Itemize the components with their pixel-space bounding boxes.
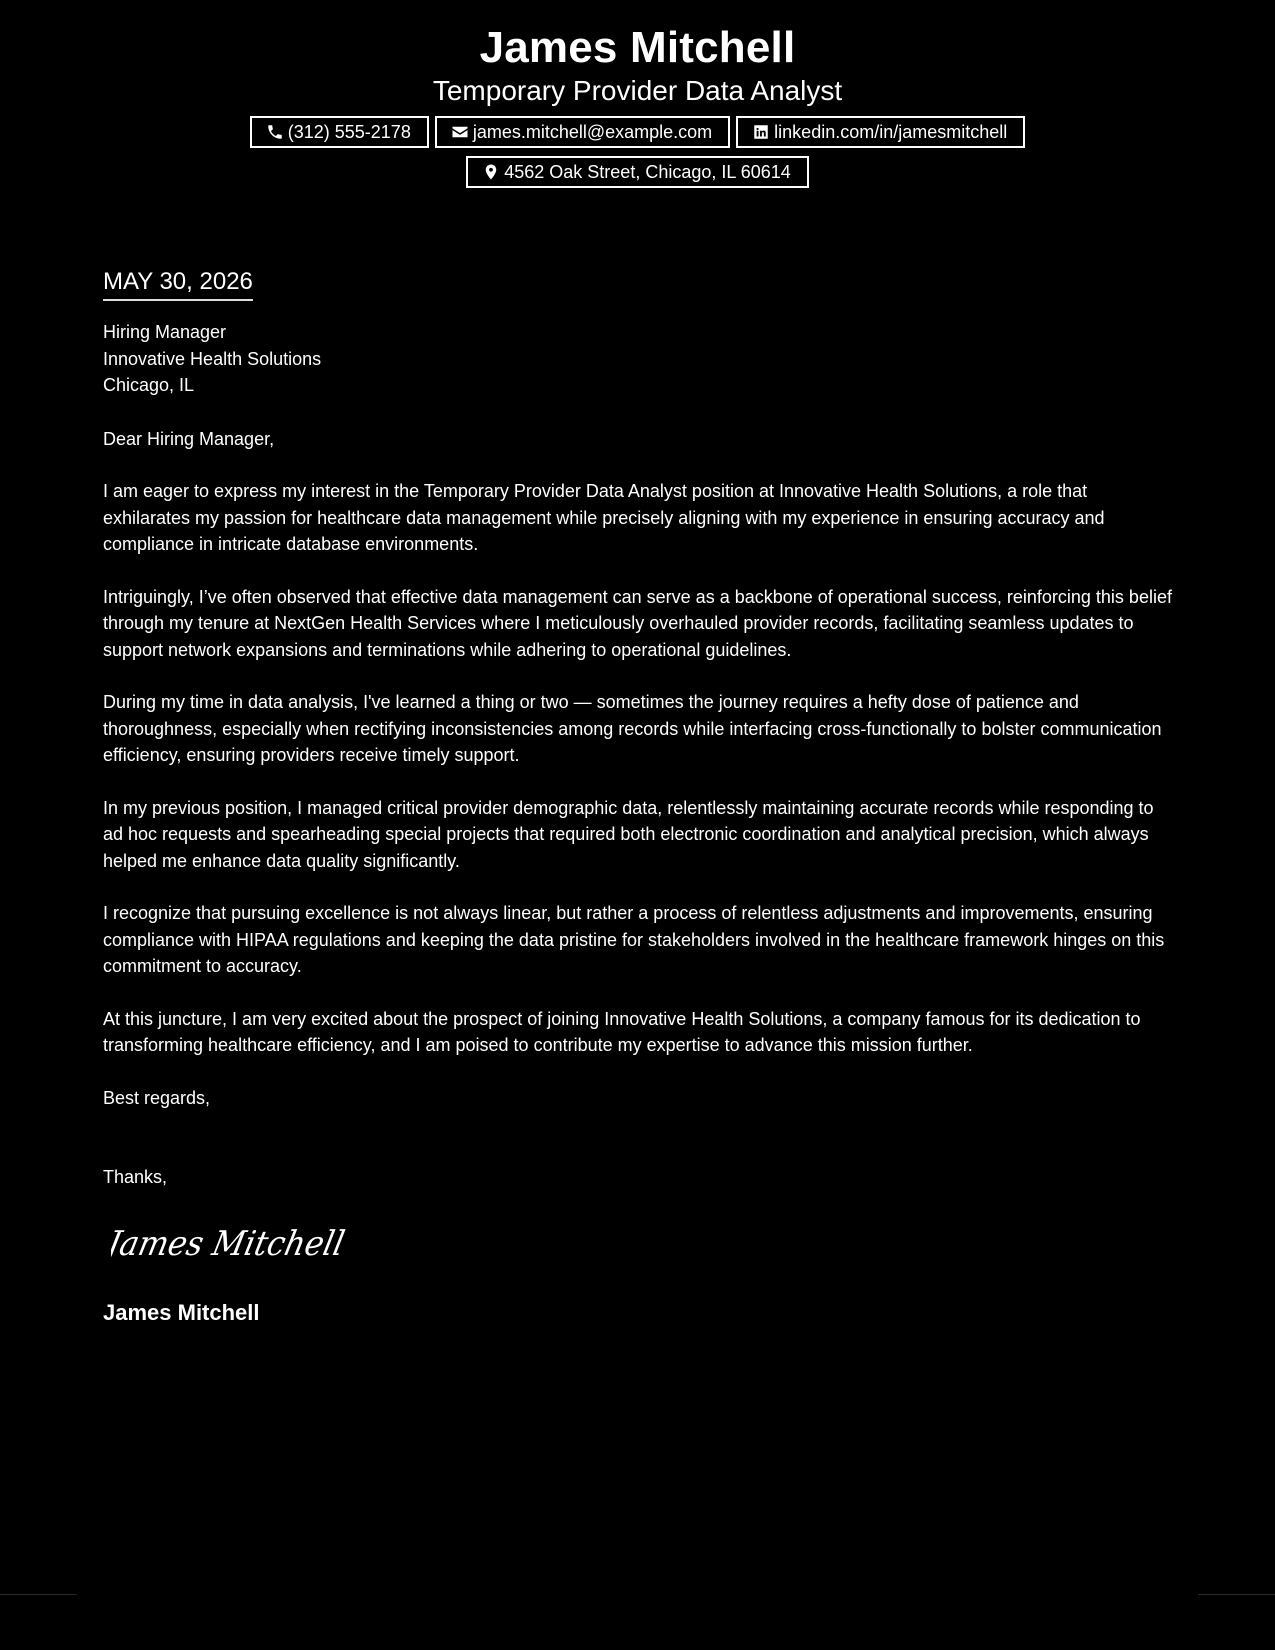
phone-icon — [266, 123, 284, 141]
contact-address[interactable] — [466, 156, 809, 188]
signature-graphic — [111, 1219, 361, 1269]
contact-email[interactable] — [435, 116, 730, 148]
letter-date: MAY 30, 2026 — [103, 265, 253, 301]
signer-name: James Mitchell — [103, 1300, 260, 1325]
address-text: 4562 Oak Street, Chicago, IL 60614 — [504, 162, 791, 182]
paragraph: During my time in data analysis, I've learned a thing or two — sometimes the journey requires a hefty dose of patience and thoroughness, especially when rectifying inconsistencies among records while interfacing cross-functionally to bolster communication efficiency, ensuring providers receive timely support. — [103, 692, 1162, 765]
phone-text: (312) 555-2178 — [287, 122, 411, 142]
letter-body — [103, 265, 1178, 1328]
applicant-title: Temporary Provider Data Analyst — [432, 75, 843, 106]
applicant-name: James Mitchell — [479, 23, 796, 72]
recipient-block — [103, 319, 1178, 399]
linkedin-text: linkedin.com/in/jamesmitchell — [774, 122, 1008, 142]
paragraph: I am eager to express my interest in the Temporary Provider Data Analyst position at Innovative Health Solutions, a role that exhilarates my passion for healthcare data management while precisely aligning with my experience in ensuring accuracy and compliance in intricate database environments. — [103, 481, 1105, 554]
footer-divider-right — [1198, 1594, 1275, 1595]
recipient-line: Hiring Manager — [103, 322, 227, 342]
contact-list — [208, 116, 1068, 188]
paragraph: In my previous position, I managed critical provider demographic data, relentlessly maintaining accurate records while responding to ad hoc requests and spearheading special projects that required both electronic coordination and analytical precision, which always helped me enhance data quality significantly. — [103, 797, 1154, 871]
letter-header — [0, 0, 1275, 188]
contact-phone[interactable] — [250, 116, 429, 148]
svg-text:James Mitchell: James Mitchell — [111, 1223, 361, 1264]
contact-linkedin[interactable] — [736, 116, 1025, 148]
handwritten-signature — [111, 1219, 1178, 1277]
envelope-icon — [451, 123, 469, 141]
footer-divider-left — [0, 1594, 77, 1595]
salutation: Dear Hiring Manager, — [103, 428, 275, 449]
recipient-line: Chicago, IL — [103, 375, 195, 395]
email-text: james.mitchell@example.com — [472, 122, 713, 142]
recipient-line: Innovative Health Solutions — [103, 348, 322, 369]
paragraph: At this juncture, I am very excited about the prospect of joining Innovative Health Solutions, a company famous for its dedication to transforming healthcare efficiency, and I am poised to contribute my expertise to advance this mission further. — [103, 1008, 1141, 1055]
paragraph: Intriguingly, I’ve often observed that effective data management can serve as a backbone of operational success, reinforcing this belief through my tenure at NextGen Health Services where I meticulously overhauled provider records, facilitating seamless updates to support network expansions and terminations while adhering to operational guidelines. — [103, 586, 1172, 660]
linkedin-icon — [752, 123, 770, 141]
thanks-line: Thanks, — [103, 1167, 168, 1187]
closing: Best regards, — [103, 1087, 211, 1108]
map-marker-icon — [482, 163, 500, 181]
paragraph: I recognize that pursuing excellence is not always linear, but rather a process of relentless adjustments and improvements, ensuring compliance with HIPAA regulations and keeping the data pristine for stakeholders involved in the healthcare framework hinges on this commitment to accuracy. — [103, 903, 1165, 976]
